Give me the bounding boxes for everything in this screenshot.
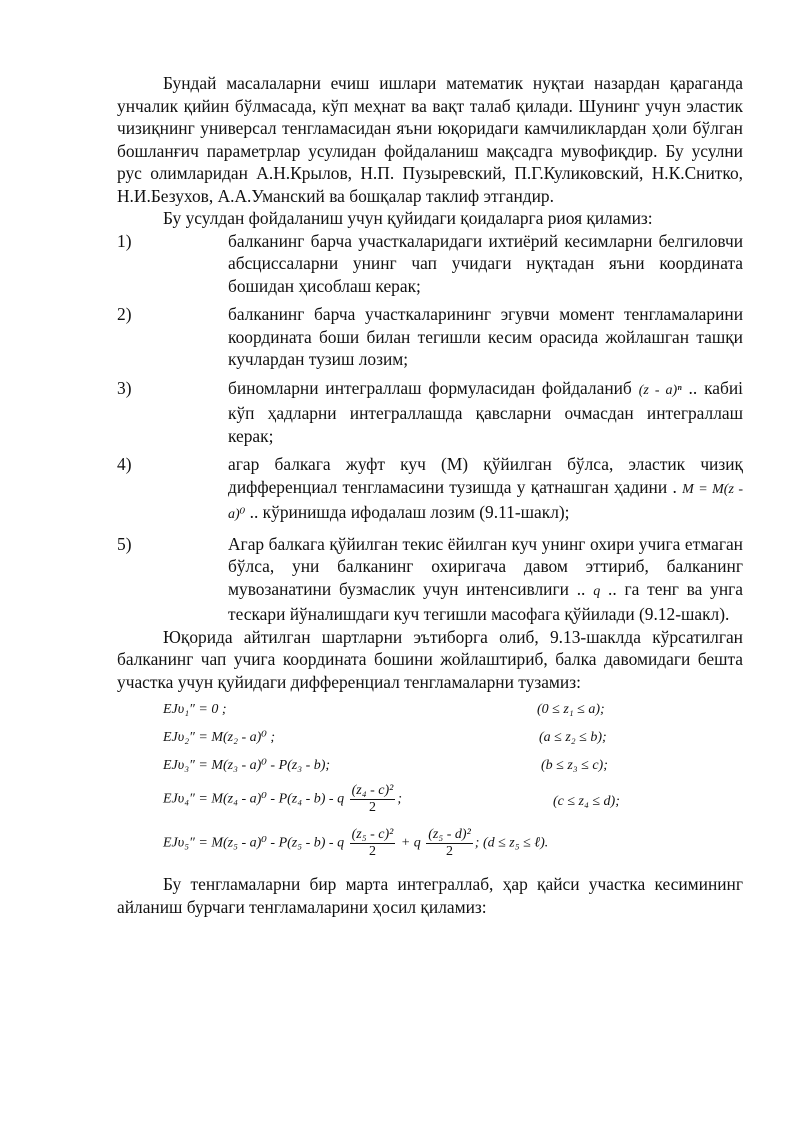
item-text: балканинг барча участкаларидаги ихтиёрий кесимларни белгиловчи абсциссаларни унинг чап учидаги нуқтадан яъни координата бошидан ҳисоблаш керак; [228, 230, 743, 296]
item-text: биномларни интеграллаш формуласидан фойдаланиб (z - a)ⁿ .. кабиi кўп ҳадларни интеграллашда қавсларни очмасдан интеграллаш керак; [228, 377, 744, 446]
equation-part: ; [474, 835, 480, 851]
equation-part: + q [400, 835, 421, 851]
fraction-numerator: (z₅ - c)² [351, 827, 394, 842]
item-text: агар балкага жуфт куч (М) қўйилган бўлса, эластик чизиқ дифференциал тенгламасини тузишда у қатнашган ҳадини . M = M(z - a)⁰ .. кўринишда ифодалаш лозим (9.11-шакл); [228, 454, 744, 522]
mid-paragraph: Юқорида айтилган шартларни эътиборга олиб, 9.13-шаклда кўрсатилган балканинг чап учига координата бошини жойлаштириб, балка давомидаги бешта участка учун қуйидаги дифференциал тенгламаларни тузамиз: [117, 626, 743, 692]
item-text: Агар балкага қўйилган текис ёйилган куч унинг охири учига етмаган бўлса, уни балканинг охиригача давом эттириб, балканинг мувозанатини бузмаслик учун интенсивлиги .. q .. га тенг ва унга тескари йўналишдаги куч тегишли масофага қўйилади (9.12-шакл). [228, 533, 744, 624]
item-number: 3) [117, 377, 132, 398]
equation-lhs: EJυ₁″ = 0 ; [163, 702, 227, 717]
fraction-denominator: 2 [368, 800, 376, 815]
equation-lhs [163, 783, 402, 816]
equation-lhs [163, 827, 548, 860]
item-number: 4) [117, 454, 132, 474]
list-item [117, 303, 743, 371]
item-text: балканинг барча участкаларининг эгувчи момент тенгламаларини координата боши билан тегишли кесим орасида жойлашган ташқи кучлардан тузиш лозим; [228, 304, 743, 369]
equation-5 [117, 823, 743, 867]
item-number: 1) [117, 230, 132, 251]
equation-condition: (c ≤ z₄ ≤ d); [553, 794, 620, 809]
item-number: 2) [117, 304, 132, 324]
item-text-part: биномларни интеграллаш формуласидан фойдаланиб [228, 377, 632, 398]
item-text-part: га тенг ва унга тескари йўналишдаги куч тегишли масофага қўйилади (9.12-шакл). [228, 578, 744, 624]
binomial-formula: (z - a)ⁿ [638, 382, 682, 398]
outro-paragraph: Бу тенгламаларни бир марта интеграллаб, ҳар қайси участка кесимининг айланиш бурчаги тенгламаларини ҳосил қиламиз: [117, 874, 743, 917]
equation-part: ; [397, 791, 402, 807]
item-number: 5) [117, 533, 132, 554]
fraction-numerator: (z₄ - c)² [351, 783, 394, 798]
item-text-part: Агар балкага қўйилган текис ёйилган куч унинг охири учига етмаган бўлса, уни балканинг охиригача давом эттириб, балканинг мувозанатини бузмаслик учун интенсивлиги [228, 533, 743, 599]
equation-condition: (a ≤ z₂ ≤ b); [539, 730, 607, 745]
fraction-denominator: 2 [446, 844, 454, 859]
equation-lhs: EJυ₂″ = M(z₂ - a)⁰ ; [163, 730, 276, 745]
equations-block [117, 695, 743, 867]
equation-lhs: EJυ₃″ = M(z₃ - a)⁰ - P(z₃ - b); [163, 758, 331, 773]
list-item [117, 533, 743, 626]
fraction [350, 783, 396, 816]
equation-condition: (d ≤ z₅ ≤ ℓ). [482, 835, 549, 851]
intro-paragraph: Бундай масалаларни ечиш ишлари математик нуқтаи назардан қараганда унчалик қийин бўлмасада, кўп меҳнат ва вақт талаб қилади. Шунинг учун эластик чизиқнинг универсал тенгламасидан яъни юқоридаги камчиликлардан ҳоли бўлган бошланғич параметрлар усулидан фойдаланиш мақсадга мувофиқдир. Бу усулни рус олимларидан А.Н.Крылов, Н.П. Пузыревский, П.Г.Куликовский, Н.К.Снитко, Н.И.Безухов, А.А.Уманский ва бошқалар таклиф этгандир. [117, 73, 743, 206]
fraction [350, 827, 396, 860]
item-text-part: кўринишда ифодалаш лозим (9.11-шакл); [262, 502, 570, 522]
equation-condition: (0 ≤ z₁ ≤ a); [537, 702, 605, 717]
moment-formula: M = M(z - a)⁰ [228, 481, 744, 522]
equation-3 [117, 751, 743, 779]
list-item [117, 230, 743, 298]
list-item [117, 453, 743, 527]
equation-4 [117, 779, 743, 823]
fraction-denominator: 2 [368, 844, 376, 859]
list-item [117, 377, 743, 448]
rules-list [117, 230, 743, 626]
equation-condition: (b ≤ z₃ ≤ c); [541, 758, 608, 773]
rules-lead: Бу усулдан фойдаланиш учун қуйидаги қоидаларга риоя қиламиз: [163, 208, 653, 228]
fraction [426, 827, 473, 860]
document-page [117, 72, 743, 918]
equation-part: EJυ₄″ = M(z₄ - a)⁰ - P(z₄ - b) - q [163, 791, 345, 807]
load-intensity-symbol: q [593, 583, 601, 599]
item-text-part: кабиi кўп ҳадларни интеграллашда қавсларни очмасдан интеграллаш керак; [228, 377, 744, 446]
fraction-numerator: (z₅ - d)² [428, 827, 471, 842]
equation-2 [117, 723, 743, 751]
equation-1 [117, 695, 743, 723]
item-text-part: агар балкага жуфт куч (М) қўйилган бўлса, эластик чизиқ дифференциал тенгламасини тузишда у қатнашган ҳадини [228, 454, 743, 497]
equation-part: EJυ₅″ = M(z₅ - a)⁰ - P(z₅ - b) - q [163, 835, 345, 851]
